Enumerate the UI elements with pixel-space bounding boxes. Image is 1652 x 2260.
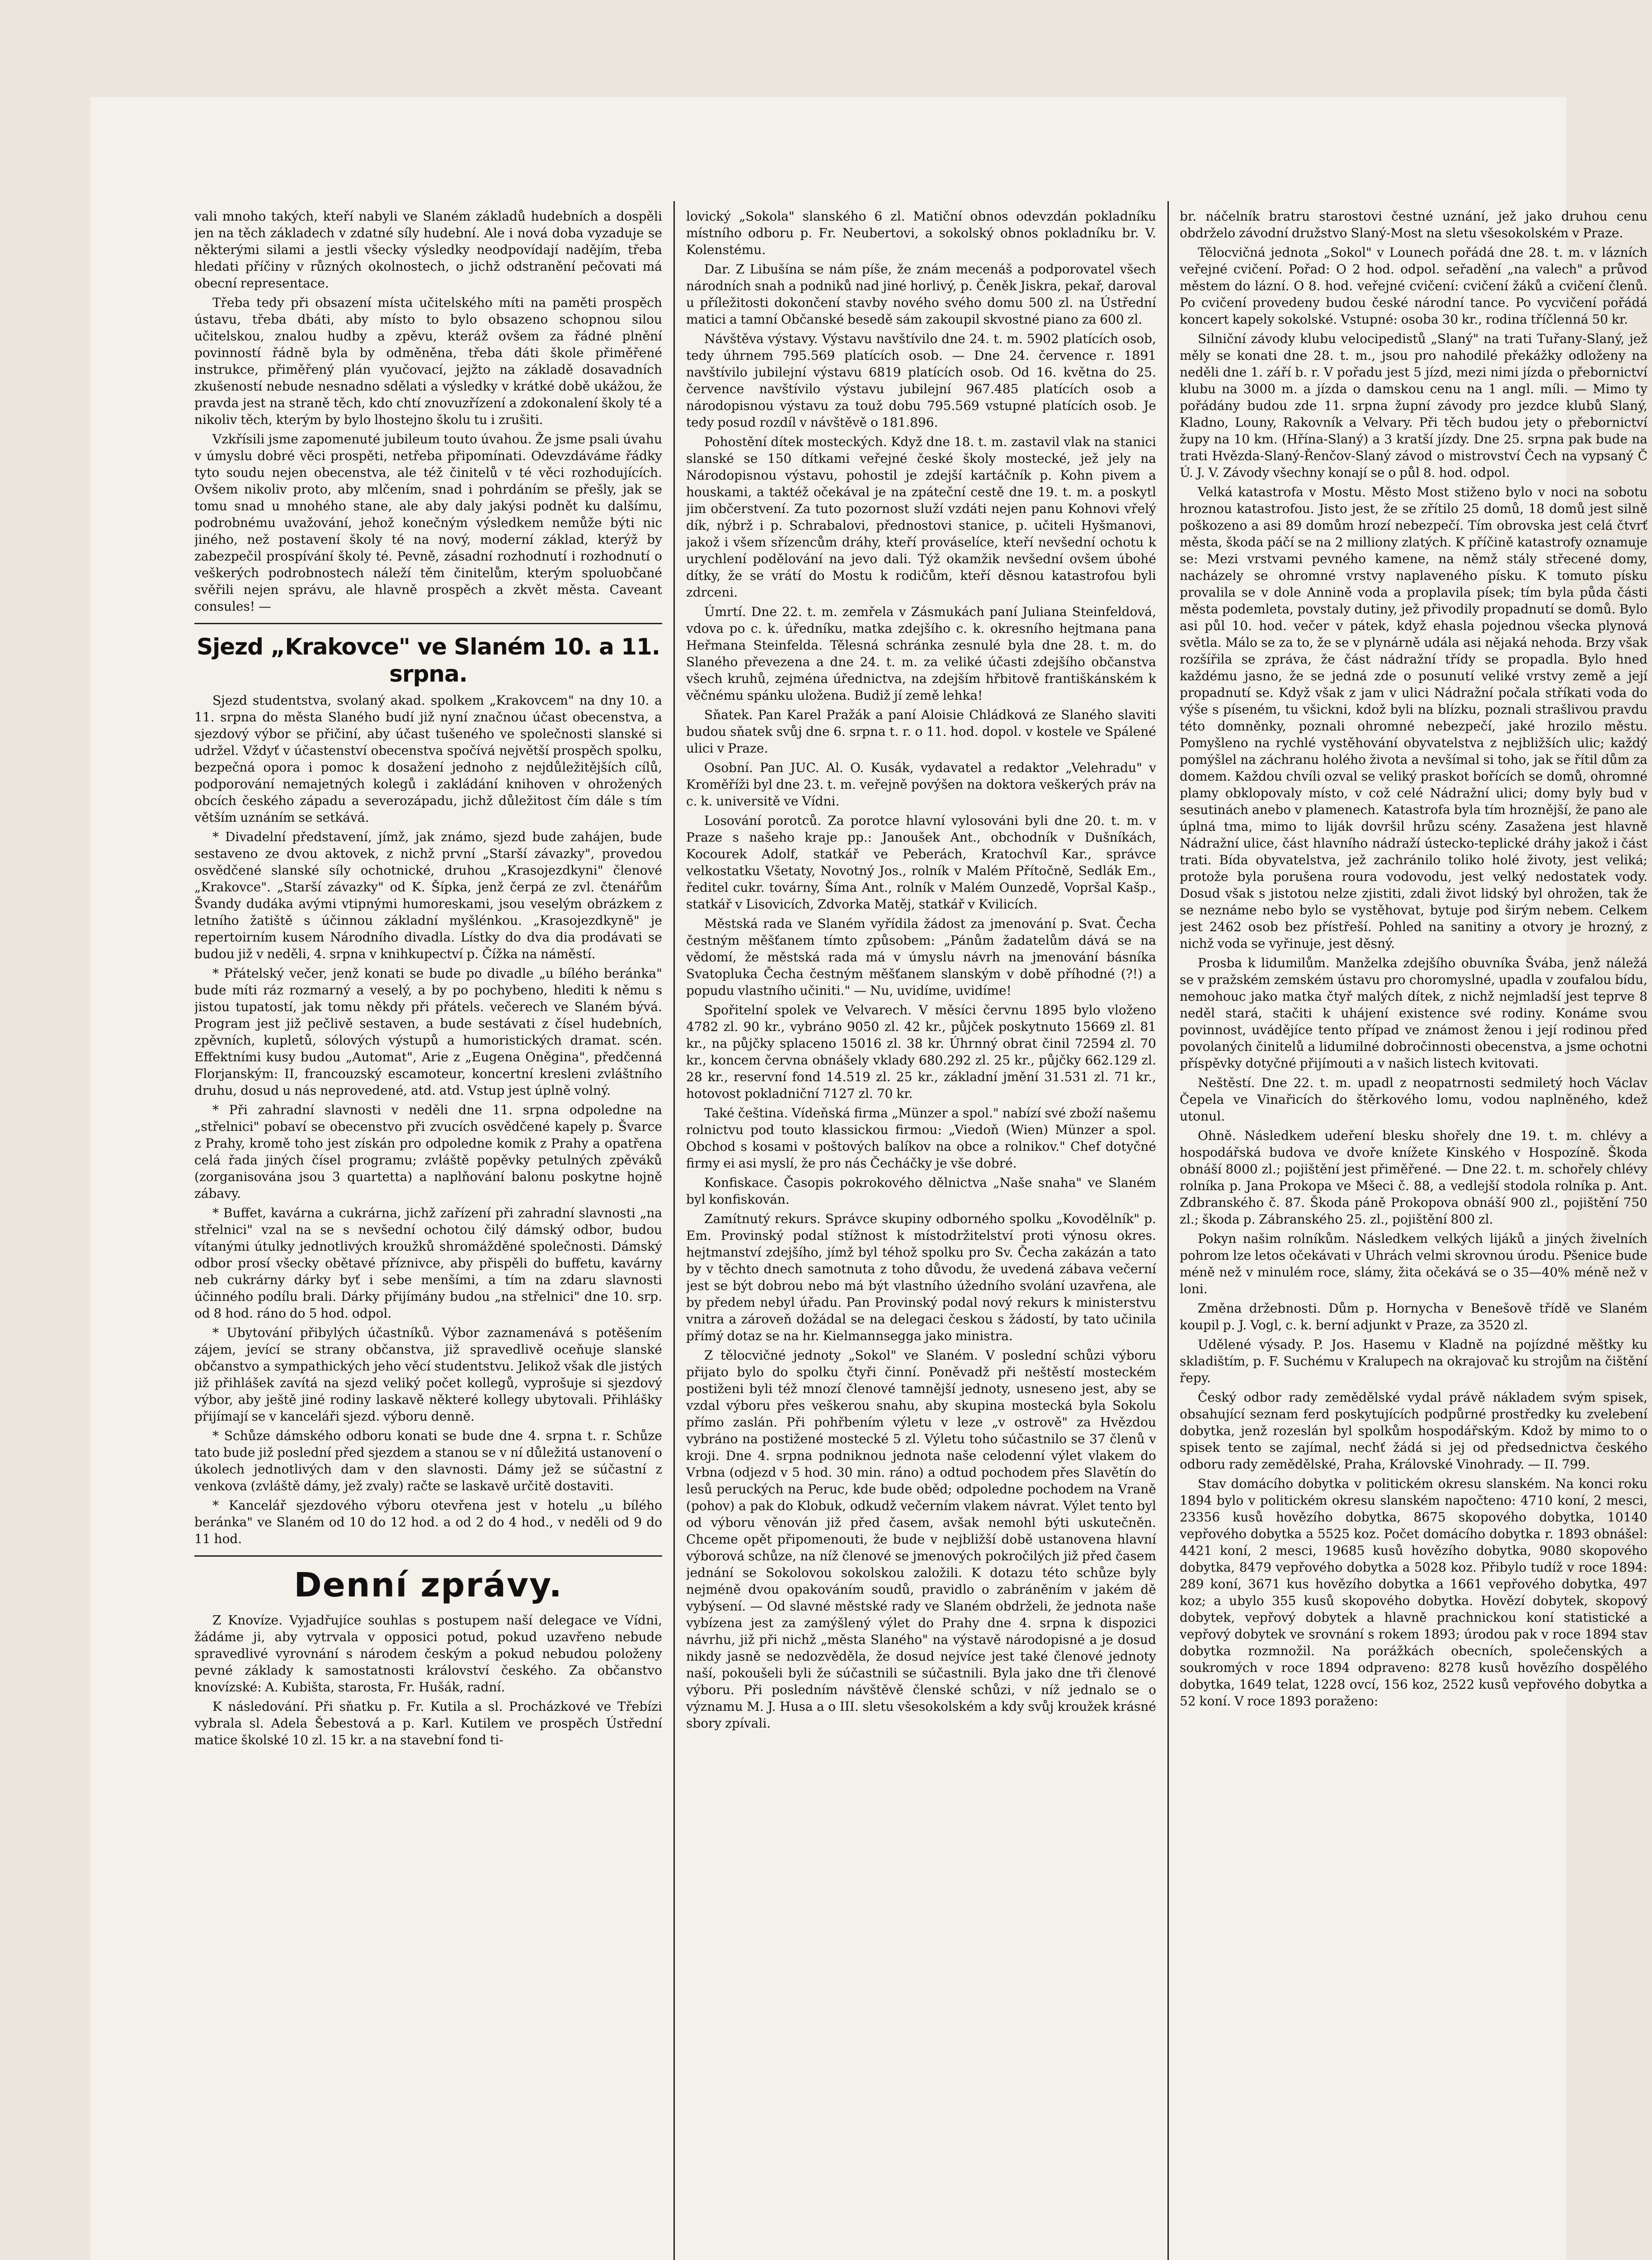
- article-paragraph: Stav domácího dobytka v politickém okresu slanském. Na konci roku 1894 bylo v politickém okresu slanském napočteno: 4710 koní, 2 mesci, 23356 kusů hovězího dobytka, 8675 skopového dobytka, 10140 vepřového dobytka a 5525 koz. Počet domácího dobytka r. 1893 obnášel: 4421 koní, 2 mesci, 19685 kusů hovězího dobytka, 9080 skopového dobytka, 8479 vepřového dobytka a 5028 koz. Přibylo tudíž v roce 1894: 289 koní, 3671 kus hovězího dobytka a 1661 vepřového dobytka, 497 koz; a ubylo 355 kusů skopového dobytka. Hovězí dobytek, skopový dobytek, vepřový dobytek a hlavně prachnickou koní statistické a vepřový dobytek ve srovnání s rokem 1893; úrodou pak v roce 1894 stav dobytka rozmnožil. Na porážkách obecních, společenských a soukromých v roce 1894 odpraveno: 8278 kusů hovězího dospělého dobytka, 1649 telat, 1228 ovcí, 156 koz, 2522 kusů vepřového dobytka a 52 koní. V roce 1893 poraženo:: [1180, 1476, 1647, 1709]
- column-3: [1180, 208, 1647, 2260]
- article-paragraph: Z tělocvičné jednoty „Sokol" ve Slaném. V poslední schůzi výboru přijato bylo do spolku čtyři činní. Poněvadž při neštěstí mosteckém postiženi byli též mnozí členové tamnější jednoty, usneseno jest, aby se vzdal výboru přes veškerou snahu, aby skupina mostecká byla Sokolu přímo zaslán. Při pohřbením výletu v leze „v ostrově" za Hvězdou vybráno na postižené mostecké 5 zl. Výletu toho súčastnilo se 37 členů v kroji. Dne 4. srpna podniknou jednota naše celodenní výlet vlakem do Vrbna (odjezd v 5 hod. 30 min. ráno) a odtud pochodem přes Slavětín do lesů peruckých na Peruc, kde bude oběd; odpoledne pochodem na Vraně (pohov) a pak do Klobuk, odkudž večerním vlakem návrat. Výlet tento byl od výboru věnován již před časem, avšak nemohl býti uskutečněn. Chceme opět připomenouti, že bude v nejbližší době ustanovena hlavní výborová schůze, na níž členové se jmenových pokročilých již před časem jednání se Sokolovou sokolskou založili. K dotazu této schůze byly nejméně dvou opakováním soudů, pravidlo o zabráněním v jakém dě vybýsení. — Od slavné městské rady ve Slaném obdrželi, že jednota naše vybízena jest za zamýšlený výlet do Prahy dne 4. srpna k dispozici návrhu, již při nichž „města Slaného" na výstavě národopisné a je dosud nikdy jasně se nedozvěděla, že dosud nejvíce jest také členové jednoty naší, pokoušeli byli že súčastnili se súčastnili. Byla jako dne tři členové výboru. Při posledním návštěvě členské schůzi, v níž jednalo se o významu M. J. Husa a o III. sletu všesokolském a kdy svůj kroužek krásné sbory zpívali.: [686, 1348, 1156, 1731]
- article-paragraph: Udělené výsady. P. Jos. Hasemu v Kladně na pojízdné měštky ku skladištím, p. F. Suchému v Kralupech na okrajovač ku strojům na čištění řepy.: [1180, 1337, 1647, 1385]
- article-paragraph: * Přátelský večer, jenž konati se bude po divadle „u bílého beránka" bude míti ráz rozmarný a veselý, a by po pochybeno, hlediti k němu s jistou tupatostí, jak tomu někdy při přátels. večerech ve Slaném bývá. Program jest již pečlivě sestaven, a bude sestávati z čísel hudebních, zpěvních, kupletů, sólových výstupů a humoristických dramat. scén. Effektními kusy budou „Automat", Arie z „Eugena Oněgina", předčenná Florjanským: II, francouzský escamoteur, koncertní kresleni zvláštního druhu, dosud u nás neprovedené, atd. atd. Vstup jest úplně volný.: [194, 966, 662, 1098]
- article-paragraph: Ohně. Následkem udeření blesku shořely dne 19. t. m. chlévy a hospodářská budova ve dvoře knížete Kinského v Hospozíně. Škoda obnáší 8000 zl.; pojištění jest přiměřené. — Dne 22. t. m. schořely chlévy rolníka p. Jana Prokopa ve Mšeci č. 88, a vedlejší stodola rolníka p. Ant. Zdbranského č. 87. Škoda páně Prokopova obnáší 900 zl., pojištění 750 zl.; škoda p. Zábranského 25. zl., pojištění 800 zl.: [1180, 1128, 1647, 1227]
- section-divider: [194, 1555, 662, 1557]
- section-divider: [194, 623, 662, 624]
- article-paragraph: Spořitelní spolek ve Velvarech. V měsíci červnu 1895 bylo vloženo 4782 zl. 90 kr., vybráno 9050 zl. 42 kr., půjček poskytnuto 15669 zl. 81 kr., na půjčky splaceno 15016 zl. 38 kr. Úhrnný obrat činil 72594 zl. 70 kr., koncem června obnášely vklady 680.292 zl. 25 kr., půjčky 662.129 zl. 28 kr., reservní fond 14.519 zl. 25 kr., základní jmění 31.531 zl. 71 kr., hotovost pokladniční 7127 zl. 70 kr.: [686, 1003, 1156, 1101]
- article-paragraph: Sňatek. Pan Karel Pražák a paní Aloisie Chládková ze Slaného slaviti budou sňatek svůj dne 6. srpna t. r. o 11. hod. dopol. v kostele ve Spálené ulici v Praze.: [686, 707, 1156, 756]
- column-divider: [1167, 201, 1169, 2260]
- column-1: [194, 208, 662, 2260]
- article-paragraph: Osobní. Pan JUC. Al. O. Kusák, vydavatel a redaktor „Velehradu" v Kroměříži byl dne 23. t. m. veřejně povýšen na doktora veškerých práv na c. k. universitě ve Vídni.: [686, 760, 1156, 809]
- article-paragraph: Z Knovíze. Vyjadřujíce souhlas s postupem naší delegace ve Vídni, žádáme ji, aby vytrvala v opposici potud, pokud uzavřeno nebude spravedlivé vyrovnání s národem českým a pokud nebudou položeny pevné základy k samostatnosti království českého. Za občanstvo knovízské: A. Kubišta, starosta, Fr. Hušák, radní.: [194, 1613, 662, 1695]
- article-paragraph: Losování porotců. Za porotce hlavní vylosováni byli dne 20. t. m. v Praze s našeho kraje pp.: Janoušek Ant., obchodník v Dušníkách, Kocourek Adolf, statkář ve Peberách, Kratochvíl Kar., správce velkostatku Všetaty, Novotný Jos., rolník v Malém Přítočně, Sedlák Em., ředitel cukr. továrny, Šíma Ant., rolník v Malém Ounzedě, Vopršal Kašp., statkář v Lisovicích, Zdvorka Matěj, statkář v Kvilicích.: [686, 813, 1156, 912]
- article-paragraph: Tělocvičná jednota „Sokol" v Lounech pořádá dne 28. t. m. v lázních veřejné cvičení. Pořad: O 2 hod. odpol. seřadění „na valech" a průvod městem do lázní. O 8. hod. veřejné cvičení: cvičení žáků a cvičení členů. Po cvičení provedeny budou české národní tance. Po vycvičení pořádá koncert kapely sokolské. Vstupné: osoba 30 kr., rodina tříčlenná 50 kr.: [1180, 245, 1647, 327]
- article-paragraph: K následování. Při sňatku p. Fr. Kutila a sl. Procházkové ve Třebízi vybrala sl. Adela Šebestová a p. Karl. Kutilem ve prospěch Ústřední matice školské 10 zl. 15 kr. a na stavební fond ti-: [194, 1699, 662, 1747]
- article-paragraph: Pokyn našim rolníkům. Následkem velkých lijáků a jiných živelních pohrom lze letos očekávati v Uhrách velmi skrovnou úrodu. Pšenice bude méně než v minulém roce, slámy, žita očekává se o 35—40% méně než v loni.: [1180, 1231, 1647, 1296]
- article-paragraph: br. náčelník bratru starostovi čestné uznání, jež jako druhou cenu obdrželo závodní družstvo Slaný-Most na sletu všesokolském v Praze.: [1180, 209, 1647, 240]
- article-paragraph: Vzkřísili jsme zapomenuté jubileum touto úvahou. Že jsme psali úvahu v úmyslu dobré věci prospěti, netřeba připomínati. Odevzdáváme řádky tyto soudu nejen obecenstva, ale též činitelů v té věci rozhodujících. Ovšem nikoliv proto, aby mlčením, snad i pohrdáním se přešly, jak se tomu snad u mnohého stane, ale aby daly jakýsi podnět ku dalšímu, podrobnému uvažování, jehož konečným výsledkem nemůže býti nic jiného, než postavení školy té na nový, moderní základ, kterýž by zabezpečil prospívání školy té. Pevně, zásadní rozhodnutí i rozhodnutí o veškerých podrobnostech náleží těm činitelům, kterým spoluobčané svěřili nejen správu, ale hlavně prospěch a zkvět města. Caveant consules! —: [194, 432, 662, 614]
- article-headline: Sjezd „Krakovce" ve Slaném 10. a 11. srpna.: [197, 634, 660, 687]
- article-paragraph: Pohostění dítek mosteckých. Když dne 18. t. m. zastavil vlak na stanici slanské se 150 dítkami veřejné české školy mostecké, jež jely na Národopisnou výstavu, pohostil je zdejší kartáčník p. Kohn pivem a houskami, a taktéž očekával je na zpáteční cestě dne 19. t. m. a poskytl jim občerstvení. Za tuto pozornost služí vzdáti nejen panu Kohnovi vřelý dík, nýbrž i p. Schrabalovi, přednostovi stanice, p. učiteli Hyšmanovi, jakož i všem sřízencům dráhy, kteří prováselíce, kteří nevšední ochotu k urychlení podělování na jevo dali. Týž okamžik nevšední ovšem úbohé dítky, že se vrátí do Mostu k rodičům, kteří děsnou katastrofou byli zdrceni.: [686, 434, 1156, 600]
- article-paragraph: * Schůze dámského odboru konati se bude dne 4. srpna t. r. Schůze tato bude již poslední před sjezdem a stanou se v ní důležitá ustanovení o úkolech jednotlivých dam v den slavnosti. Dámy jež se súčastní z venkova (zvláště dámy, jež zvaly) račte se laskavě určitě dostaviti.: [194, 1428, 662, 1493]
- article-paragraph: Návštěva výstavy. Výstavu navštívilo dne 24. t. m. 5902 platících osob, tedy úhrnem 795.569 platících osob. — Dne 24. července r. 1891 navštívilo jubilejní výstavu 6819 platících osob. Od 16. května do 25. července navštívilo výstavu jubilejní 967.485 platících osob a národopisnou výstavu za touž dobu 795.569 vstupné platících osob. Je tedy posud rozdíl v návštěvě o 181.896.: [686, 331, 1156, 430]
- article-paragraph: Prosba k lidumilům. Manželka zdejšího obuvníka Švába, jenž náležá se v pražském zemském ústavu pro choromyslné, upadla v zoufalou bídu, nemohouc jako matka čtyř malých dítek, z nichž nejmladší jest teprve 8 neděl stará, stačiti k uhájení existence své rodiny. Konáme svou povinnost, uvádějíce tento případ ve známost ženou i její rodinou před povolaných činitelů a lidumilné dobročinnosti obecenstva, a jsme ochotni příspěvky dotyčné přijímouti a v našich listech kvitovati.: [1180, 956, 1647, 1071]
- article-paragraph: Velká katastrofa v Mostu. Město Most stiženo bylo v noci na sobotu hroznou katastrofou. Jisto jest, že se zřítilo 25 domů, 18 domů jest silně poškozeno a asi 89 domům hrozí nebezpečí. Tím obrovska jest celá čtvrť města, škoda páčí se na 2 milliony zlatých. K příčině katastrofy oznamuje se: Mezi vrstvami pevného kamene, na němž stály střecené domy, nacházely se ohromné vrstvy naplaveného písku. K tomuto písku provalila se v dole Annině voda a proplavila písek; tím byla půda části města podemleta, povstaly dutiny, jež přivodily propadnutí se domů. Bylo asi půl 10. hod. večer v pátek, když ehasla pojednou všecka plynová světla. Málo se za to, že se v plynárně udála asi nějaká nehoda. Brzy však rozšířila se zpráva, že část nádražní třídy se propadla. Bylo hned každému jasno, že se jedná zde o posunutí veliké vrstvy země a její propadnutí se. Když však z jam v ulici Nádražní počala stříkati voda do výše s píseném, tu všickni, kdož byli na blízku, poznali strašlivou pravdu této domněnky, poznali ohromné nebezpečí, jaké hrozilo městu. Pomyšleno na rychlé vystěhování obyvatelstva z nejbližších ulic; každý pomýšlel na záchranu holého života a nevšímal si toho, jak se řítil dům za domem. Každou chvíli ozval se veliký praskot bořících se domů, ohromné plamy obklopovaly místo, v což celé Nádražní ulici; domy byly bud v sesutinách anebo v plamenech. Katastrofa byla tím hroznější, že pano ale úplná tma, mimo to liják dovršil hrůzu scény. Zasažena jest hlavně Nádražní ulice, část hlavního nádraží ústecko-teplické dráhy jakož i část trati. Bída obyvatelstva, jež zachránilo toliko holé životy, jest veliká; protože byla porušena roura vodovodu, jest velký nedostatek vody. Dosud však s jistotou nelze zjistiti, zdali život lidský byl ohrožen, tak že se neznáme nebo bylo se vystěhovat, bytuje pod širým nebem. Celkem jest 2462 osob bez přístřeší. Pohled na sanitiny a otvory je hrozný, z nichž voda se vyřinuje, jest děsný.: [1180, 485, 1647, 951]
- column-2: [686, 208, 1156, 2260]
- column-divider: [673, 201, 675, 2260]
- article-paragraph: Třeba tedy při obsazení místa učitelského míti na paměti prospěch ústavu, třeba dbáti, aby místo to bylo obsazeno schopnou silou učitelskou, znalou hudby a zpěvu, kteráž ovšem za řádné plnění povinností řádně byla by odměněna, třeba dáti škole přiměřené instrukce, přiměřený plán vyučovací, jejžto na základě dosavadních zkušeností nebude nesnadno sdělati a výsledky v krátké době ukážou, že pravda jest na straně těch, kdo chtí znovuzřízení a zdokonalení školy té a nikoliv těch, kterým by bylo lhostejno školu tu i zrušiti.: [194, 295, 662, 427]
- article-paragraph: Neštěstí. Dne 22. t. m. upadl z neopatrnosti sedmiletý hoch Václav Čepela ve Vinařicích do štěrkového lomu, vodou naplněného, kdež utonul.: [1180, 1075, 1647, 1124]
- article-paragraph: * Divadelní představení, jímž, jak známo, sjezd bude zahájen, bude sestaveno ze dvou aktovek, z nichž první „Starší závazky", provedou osvědčené slanské síly ochotnické, druhou „Krasojezdkyni" členové „Krakovce". „Starší závazky" od K. Šípka, jenž čerpá ze zvl. čtenářům Švandy dudáka avými vtipnými humoreskami, jsou veselým obrázkem z letního žatiště s účinnou základní myšlénkou. „Krasojezdkyně" je repertoirním kusem Národního divadla. Lístky do dva dia prodávati se budou již v neděli, 4. srpna v knihkupectví p. Čížka na náměstí.: [194, 829, 662, 961]
- article-paragraph: * Kancelář sjezdového výboru otevřena jest v hotelu „u bílého beránka" ve Slaném od 10 do 12 hod. a od 2 do 4 hod., v neděli od 9 do 11 hod.: [194, 1498, 662, 1546]
- article-paragraph: lovický „Sokola" slanského 6 zl. Matiční obnos odevzdán pokladníku místního odboru p. Fr. Neubertovi, a sokolský obnos pokladníku br. V. Kolenstému.: [686, 209, 1156, 257]
- article-paragraph: * Při zahradní slavnosti v neděli dne 11. srpna odpoledne na „střelnici" pobaví se obecenstvo při zvucích osvědčené kapely p. Švarce z Prahy, kromě toho jest získán pro odpoledne komik z Prahy a opatřena celá řada jiných čísel programu; zvláště popěvky petulných zpěváků (zorganisována jsou 3 quartetta) a naplňování balonu poskytne hojně zábavy.: [194, 1102, 662, 1201]
- newspaper-page: [90, 97, 1647, 2260]
- article-paragraph: Konfiskace. Časopis pokrokového dělnictva „Naše snaha" ve Slaném byl konfiskován.: [686, 1175, 1156, 1207]
- article-paragraph: Změna držebnosti. Dům p. Hornycha v Benešově třídě ve Slaném koupil p. J. Vogl, c. k. berní adjunkt v Praze, za 3520 zl.: [1180, 1301, 1647, 1332]
- article-paragraph: Také čeština. Vídeňská firma „Münzer a spol." nabízí své zboží našemu rolnictvu pod touto klassickou firmou: „Viedoň (Wien) Münzer a spol. Obchod s kosami v poštových balíkov na obce a rolnikov." Chef dotyčné firmy ei asi myslí, že pro nás Čecháčky je vše dobré.: [686, 1106, 1156, 1171]
- article-paragraph: Zamítnutý rekurs. Správce skupiny odborného spolku „Kovodělník" p. Em. Provinský podal stížnost k místodržitelství proti výnosu okres. hejtmanství zdejšího, jímž byl téhož spolku pro Sv. Čecha zakázán a tato by v těchto dnech samotnuta z toho důvodu, že uvedená zábava večerní jest se být dobrou nebo má být vlastního úžedního svolání uzavřena, ale by předem nebyl úřadu. Pan Provinský podal nový rekurs k ministerstvu vnitra a zároveň dožádal se na delegaci českou s žádostí, by tato učinila přímý dotaz se na hr. Kielmannsegga jako ministra.: [686, 1211, 1156, 1343]
- article-paragraph: * Ubytování přibylých účastníků. Výbor zaznamenává s potěšením zájem, jevící se strany občanstva, již spravedlivě oceňuje slanské občanstvo a sympathických jeho věcí studentstvu. Jelikož však dle jistých již přihlášek zavítá na sjezd veliký počet kollegů, vyprošuje si sjezdový výbor, aby ještě jiné rodiny laskavě některé kollegy ubytovali. Přihlášky přijímají se v kanceláři sjezd. výboru denně.: [194, 1325, 662, 1424]
- article-paragraph: Sjezd studentstva, svolaný akad. spolkem „Krakovcem" na dny 10. a 11. srpna do města Slaného budí již nyní značnou účast obecenstva, a sjezdový výbor se přičiní, aby účast tušeného ve společnosti slanské si udržel. Vždyť v účastenství obecenstva spočívá největší prospěch spolku, bezpečná opora i pomoc k dosažení jednoho z nejdůležitějších cílů, podporování nemajetných kolegů i zakládání knihoven v ohrožených obcích českého západu a severozápadu, jichž důležitost čím dále s tím větším uznáním se setkává.: [194, 693, 662, 825]
- article-paragraph: Městská rada ve Slaném vyřídila žádost za jmenování p. Svat. Čecha čestným měšťanem tímto způsobem: „Pánům žadatelům dává se na vědomí, že městská rada má v úmyslu návrh na jmenování básníka Svatopluka Čecha čestným měšťanem slanským v době příhodné (?!) a popudu vlastního učiniti." — Nu, uvidíme, uvidíme!: [686, 916, 1156, 998]
- article-paragraph: * Buffet, kavárna a cukrárna, jichž zařízení při zahradní slavnosti „na střelnici" vzal na se s nevšední ochotou čilý dámský odbor, budou vítanými útulky jednotlivých kroužků shromážděné společnosti. Dámský odbor prosí všecky obětavé příznivce, aby přispěli do buffetu, kavárny neb cukrárny dárky byť i sebe menšími, a tím na zdaru slavnosti účinného podílu brali. Dárky přijímány budou „na střelnici" dne 10. srp. od 8 hod. ráno do 5 hod. odpol.: [194, 1205, 662, 1321]
- article-paragraph: vali mnoho takých, kteří nabyli ve Slaném základů hudebních a dospěli jen na těch základech v zdatné síly hudební. Ale i nová doba vyzaduje se některými silami a jestli všecky výsledky neodpovídají nadějím, třeba hledati příčiny v různých okolnostech, o jichž odstranění pečovati má obecní representace.: [194, 209, 662, 291]
- article-paragraph: Silniční závody klubu velocipedistů „Slaný" na trati Tuřany-Slaný, jež měly se konati dne 28. t. m., jsou pro nahodilé překážky odloženy na neděli dne 1. září b. r. V pořadu jest 5 jízd, mezi nimi jízda o přebornictví klubu na 3000 m. a jízda o damskou cenu na 1 angl. míli. — Mimo ty pořádány budou zde 11. srpna župní závody pro jezdce klubů Slaný, Kladno, Louny, Rakovník a Velvary. Při těch budou jety o přebornictví župy na 10 km. (Hřína-Slaný) a 3 kratší jízdy. Dne 25. srpna pak bude na trati Hvězda-Slaný-Řenčov-Slaný závod o mistrovství Čech na vypsaný Č Ú. J. V. Závody všechny konají se o půl 8. hod. odpol.: [1180, 331, 1647, 480]
- article-paragraph: Úmrtí. Dne 22. t. m. zemřela v Zásmukách paní Juliana Steinfeldová, vdova po c. k. úředníku, matka zdejšího c. k. okresního hejtmana pana Heřmana Steinfelda. Tělesná schránka zesnulé byla dne 28. t. m. do Slaného převezena a dne 24. t. m. za veliké účasti zdejšího občanstva všech kruhů, zejména úřednictva, na zdejším hřbitově františkánském k věčnému spánku uložena. Budiž jí země lehka!: [686, 604, 1156, 703]
- article-paragraph: Dar. Z Libušína se nám píše, že znám mecenáš a podporovatel všech národních snah a podniků nad jiné horlivý, p. Čeněk Jiskra, pekař, daroval u příležitosti dokončení stavby nového svého domu 500 zl. na Ústřední matici a tamní Občanské besedě sám zakoupil skvostné piano za 600 zl.: [686, 262, 1156, 327]
- article-paragraph: Český odbor rady zemědělské vydal právě nákladem svým spisek, obsahující seznam ferd poskytujících podpůrné prostředky ku zvelebení dobytka, jenž rozeslán byl spolkům hospodářským. Kdož by mimo to o spisek tento se zajímal, nechť žádá si jej od předsednictva českého odboru rady zemědělské, Praha, Královské Vinohrady. — II. 799.: [1180, 1390, 1647, 1472]
- section-headline: Denní zprávy.: [294, 1566, 563, 1605]
